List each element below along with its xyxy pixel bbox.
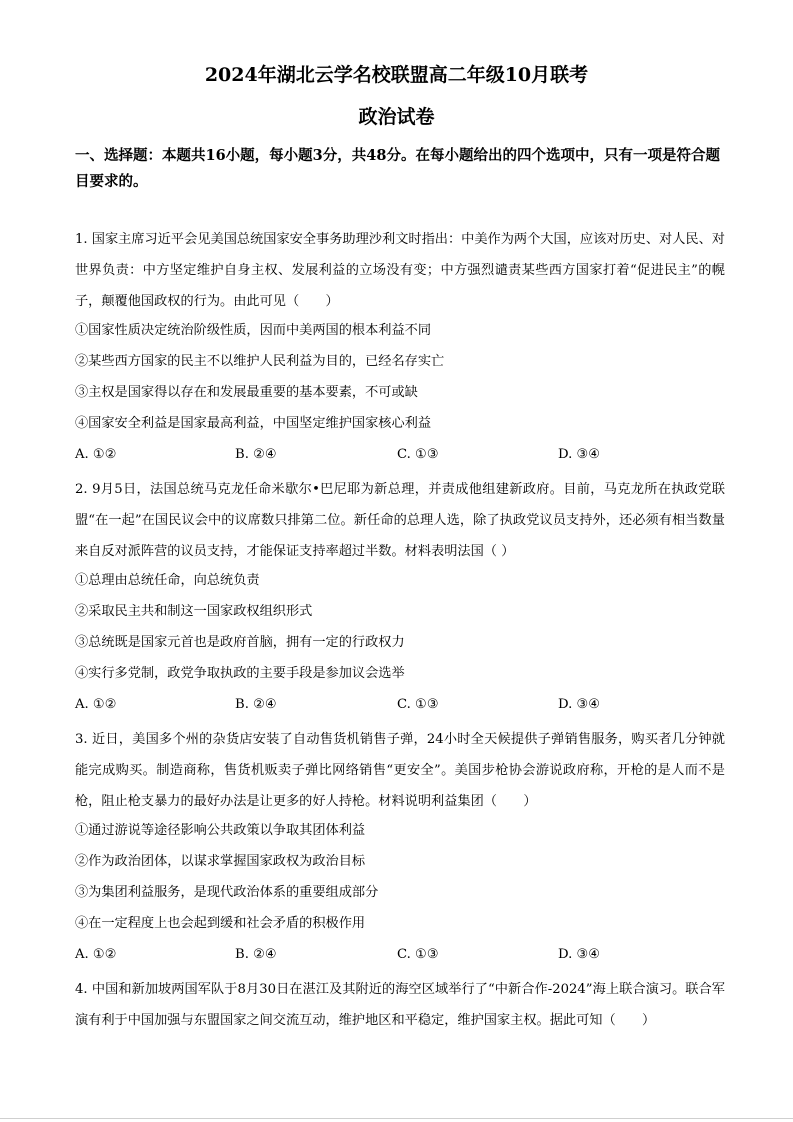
question-2-item-3: ③总统既是国家元首也是政府首脑，拥有一定的行政权力 <box>75 635 405 650</box>
question-1-item-2: ②某些西方国家的民主不以维护人民利益为目的，已经名存实亡 <box>75 354 445 369</box>
question-4-stem: 4. 中国和新加坡两国军队于8月30日在湛江及其附近的海空区域举行了“中新合作-2024”海上联合演习。联合军演有利于中国加强与东盟国家之间交流互动，维护地区和平稳定，维护国家主权。据此可知（ ） <box>75 982 725 1028</box>
question-1-option-d[interactable]: D. ③④ <box>558 447 601 462</box>
question-2-stem: 2. 9月5日，法国总统马克龙任命米歇尔•巴尼耶为新总理，并责成他组建新政府。目前，马克龙所在执政党联盟“在一起”在国民议会中的议席数只排第二位。新任命的总理人选，除了执政党议员支持外，还必须有相当数量来自反对派阵营的议员支持，才能保证支持率超过半数。材料表明法国（ ） <box>75 482 725 559</box>
exam-title: 2024年湖北云学名校联盟高二年级10月联考 <box>204 64 589 86</box>
question-3-option-d[interactable]: D. ③④ <box>558 947 601 962</box>
question-1-item-1: ①国家性质决定统治阶级性质，因而中美两国的根本利益不同 <box>75 323 432 338</box>
section-heading: 一、选择题：本题共16小题，每小题3分，共48分。在每小题给出的四个选项中，只有一项是符合题目要求的。 <box>75 147 720 190</box>
question-3-option-a[interactable]: A. ①② <box>75 947 117 962</box>
question-3-stem: 3. 近日，美国多个州的杂货店安装了自动售货机销售子弹，24小时全天候提供子弹销售服务，购买者几分钟就能完成购买。制造商称，售货机贩卖子弹比网络销售“更安全”。美国步枪协会游说政府称，开枪的是人而不是枪，阻止枪支暴力的最好办法是让更多的好人持枪。材料说明利益集团（ ） <box>75 732 725 809</box>
question-1-item-4: ④国家安全利益是国家最高利益，中国坚定维护国家核心利益 <box>75 416 432 431</box>
question-3-item-4: ④在一定程度上也会起到缓和社会矛盾的积极作用 <box>75 916 366 931</box>
question-1-item-3: ③主权是国家得以存在和发展最重要的基本要素，不可或缺 <box>75 385 418 400</box>
question-2-option-b[interactable]: B. ②④ <box>235 697 277 712</box>
question-1-option-a[interactable]: A. ①② <box>75 447 117 462</box>
question-3-item-2: ②作为政治团体，以谋求掌握国家政权为政治目标 <box>75 854 366 869</box>
question-2-option-d[interactable]: D. ③④ <box>558 697 601 712</box>
page-bottom-divider <box>0 1118 793 1119</box>
question-1-option-b[interactable]: B. ②④ <box>235 447 277 462</box>
question-1-stem: 1. 国家主席习近平会见美国总统国家安全事务助理沙利文时指出：中美作为两个大国，应该对历史、对人民、对世界负责：中方坚定维护自身主权、发展利益的立场没有变；中方强烈谴责某些西方国家打着“促进民主”的幌子，颠覆他国政权的行为。由此可见（ ） <box>75 232 725 309</box>
question-2-item-2: ②采取民主共和制这一国家政权组织形式 <box>75 604 313 619</box>
question-3-option-b[interactable]: B. ②④ <box>235 947 277 962</box>
exam-subject: 政治试卷 <box>358 106 435 128</box>
question-2-option-c[interactable]: C. ①③ <box>397 697 439 712</box>
question-3-item-3: ③为集团利益服务，是现代政治体系的重要组成部分 <box>75 885 379 900</box>
question-1-option-c[interactable]: C. ①③ <box>397 447 439 462</box>
question-3-item-1: ①通过游说等途径影响公共政策以争取其团体利益 <box>75 823 366 838</box>
question-3-option-c[interactable]: C. ①③ <box>397 947 439 962</box>
question-2-item-4: ④实行多党制，政党争取执政的主要手段是参加议会选举 <box>75 666 405 681</box>
question-2-option-a[interactable]: A. ①② <box>75 697 117 712</box>
question-2-item-1: ①总理由总统任命，向总统负责 <box>75 573 260 588</box>
